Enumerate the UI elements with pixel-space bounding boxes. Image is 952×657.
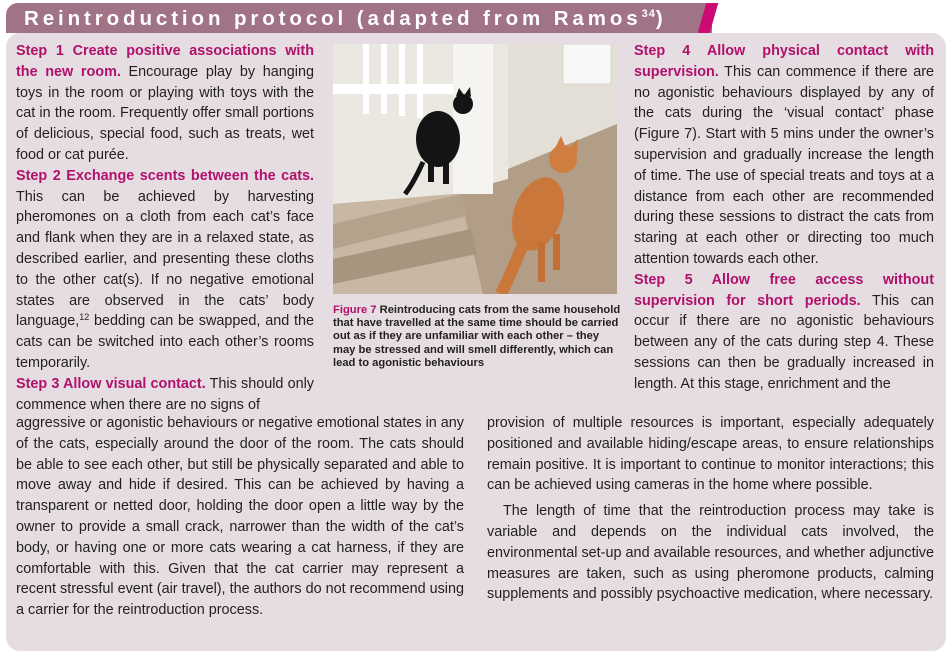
step-2-heading: Step 2 Exchange scents between the cats.	[16, 167, 314, 184]
right-column	[634, 41, 934, 395]
reference-superscript: 12	[79, 312, 90, 323]
section-title: Reintroduction protocol (adapted from Ramos$^{34}$)	[24, 7, 667, 30]
step-1	[16, 41, 314, 166]
step-4	[634, 41, 934, 270]
step-2-body-end: bedding can be swapped, and the cats can be switched into each other’s rooms temporarily.	[16, 313, 314, 371]
figure-caption-text: Reintroducing cats from the same household that have travelled at the same time should be carried out as if they are unfamiliar with each other – they may be stressed and will smell differently, which can lead to agonistic behaviours	[333, 304, 621, 369]
step-3-continuation	[16, 413, 464, 621]
step-3-body: This should only commence when there are no signs of	[16, 375, 314, 413]
closing-paragraph: The length of time that the reintroduction process may take is variable and depends on the individual cats involved, the environmental set-up and available resources, and whether adjunctive measures are taken, such as using pheromone products, calming supplements and possibly psychoactive medication, where necessary.	[487, 503, 934, 603]
step-3-body-continued: aggressive or agonistic behaviours or negative emotional states in any of the cats, especially around the door of the room. The cats should be able to see each other, but still be physically separated and able to move away and hide if desired. This can be achieved by having a transparent or netted door, holding the door open a little way by the owner to provide a small crack, narrower than the width of the cat’s body, or having one or more cats wearing a cat harness, if they are comfortable with this. Given that the cat carrier may represent a recent stressful event (air travel), the authors do not recommend using a carrier for the reintroduction process.	[16, 415, 464, 619]
figure-7-caption	[333, 304, 621, 370]
figure-label: Figure 7	[333, 304, 377, 316]
section-header	[6, 3, 712, 33]
step-2-body: This can be achieved by harvesting pheromones on a cloth from each cat’s face and flank when they are in a relaxed state, as described earlier, and presenting these cloths to the other cat(s). If no negative emotional states are observed in the cats’ body language,	[16, 188, 314, 330]
step-1-body: Encourage play by hanging toys in the room or playing with toys with the cat in the room. Frequently offer small portions of delicious, special food, such as treats, wet food or cat purée.	[16, 63, 314, 163]
step-2	[16, 166, 314, 374]
step-1-heading: Step 1 Create positive associations with the new room.	[16, 43, 314, 80]
step-5	[634, 270, 934, 395]
step-4-body: This can commence if there are no agonistic behaviours displayed by any of the cats during the ‘visual contact’ phase (Figure 7). Start with 5 mins under the owner’s supervision and gradually increase the length of time. The use of special treats and toys at a distance from each other are recommended during these sessions to distract the cats from staring at each other or directing too much attention towards each other.	[634, 63, 934, 267]
step-5-continuation	[487, 413, 934, 605]
step-3-heading: Step 3 Allow visual contact.	[16, 375, 206, 392]
step-5-heading: Step 5 Allow free access without supervision for short periods.	[634, 271, 934, 309]
step-5-body-continued: provision of multiple resources is important, especially adequately positioned and available hiding/escape areas, to ensure relationships remain positive. It is important to continue to monitor interactions; this can be achieved using cameras in the home where possible.	[487, 415, 934, 494]
step-5-body: This can occur if there are no agonistic behaviours between any of the cats during step 4. These sessions can then be gradually increased in length. At this stage, enrichment and the	[634, 292, 934, 392]
title-reference: 34	[641, 8, 656, 20]
left-column	[16, 41, 314, 415]
step-4-heading: Step 4 Allow physical contact with supervision.	[634, 43, 934, 80]
figure-7-photo	[333, 44, 617, 294]
step-3	[16, 374, 314, 416]
